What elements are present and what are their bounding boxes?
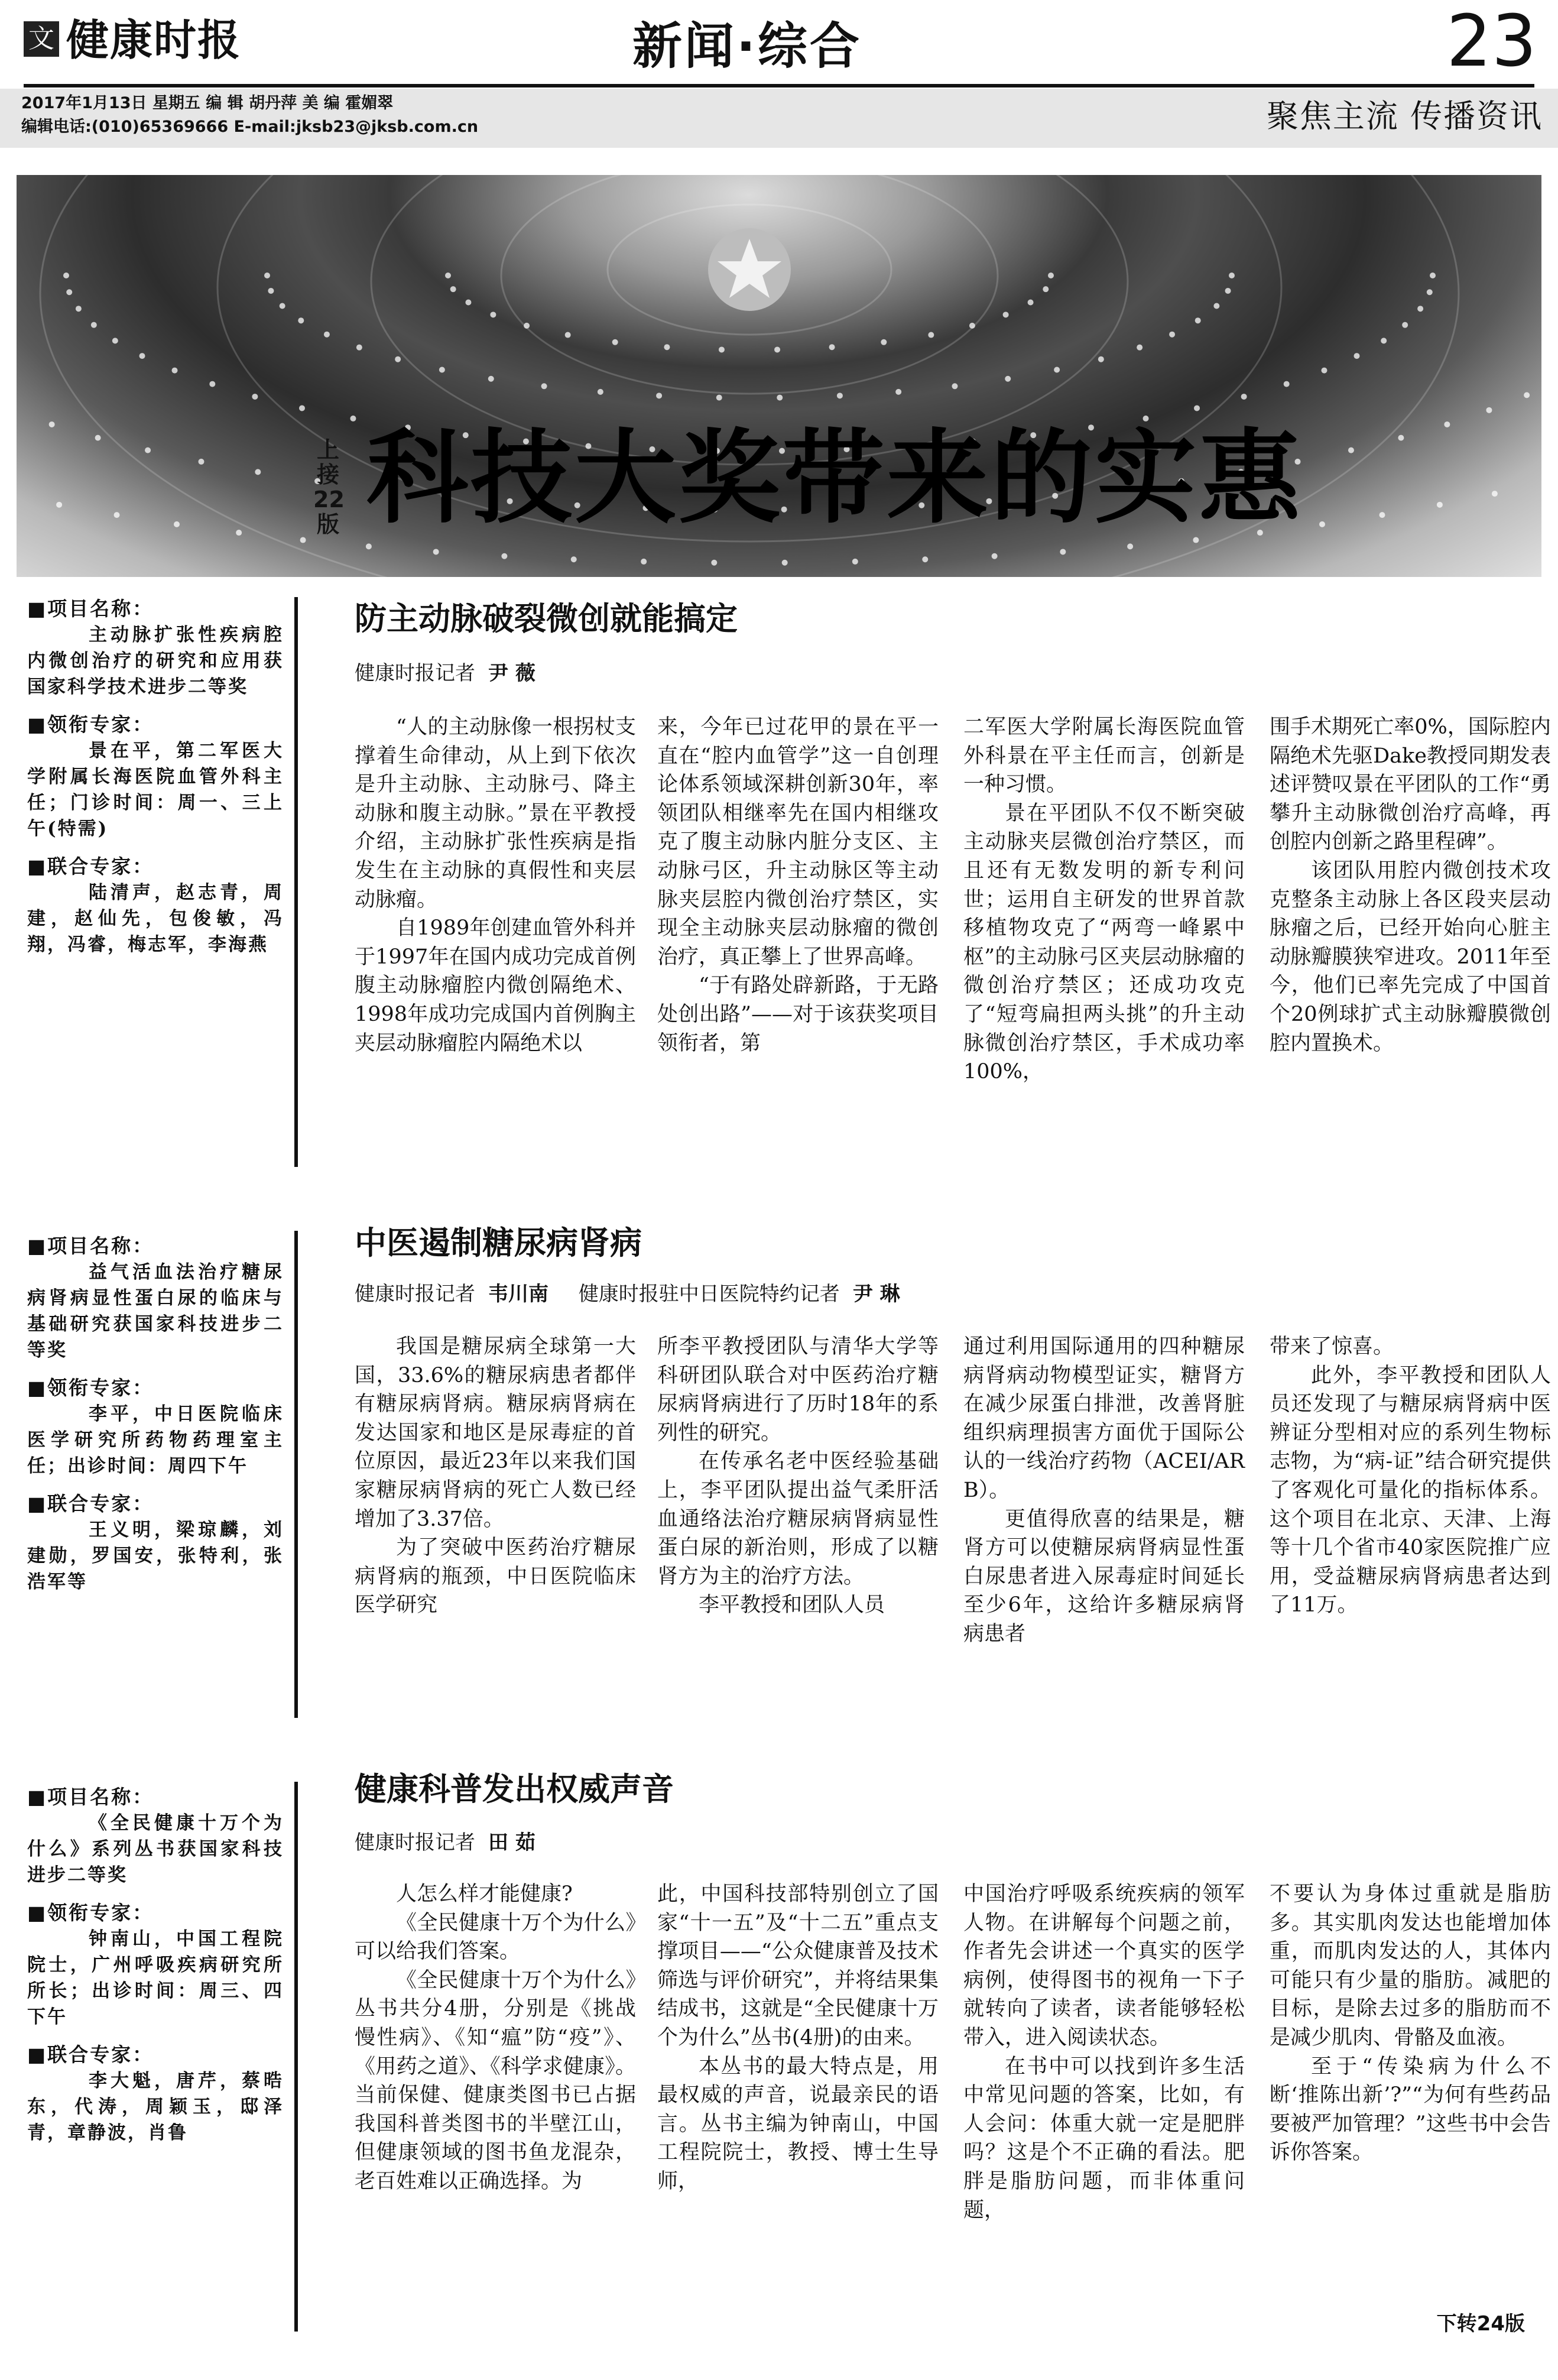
paragraph: 此，中国科技部特别创立了国家“十一五”及“十二五”重点支撑项目——“公众健康普及技术筛选与评价研究”，并将结果集结成书，这就是“全民健康十万个为什么”丛书(4册)的由来。 bbox=[657, 1882, 939, 2050]
sidebar-heading: ■联合专家： bbox=[27, 2043, 154, 2066]
sidebar-project-info bbox=[27, 596, 284, 958]
ceiling-light-dot bbox=[1127, 543, 1133, 549]
paragraph: 景在平团队不仅不断突破主动脉夹层微创治疗禁区，而且还有无数发明的新专利问世；运用自主研发的世界首款移植物攻克了“两弯一峰累中枢”的主动脉弓区夹层动脉瘤的微创治疗禁区；还成功攻克了“短弯扁担两头挑”的升主动脉微创治疗禁区，手术成功率100%， bbox=[963, 801, 1245, 1084]
ceiling-light-dot bbox=[1048, 273, 1054, 278]
ceiling-light-dot bbox=[1225, 288, 1231, 294]
sidebar-heading: ■项目名称： bbox=[27, 597, 154, 620]
ceiling-light-dot bbox=[541, 383, 547, 389]
issue-date-editors: 2017年1月13日 星期五 编 辑 胡丹萍 美 编 霍媚翠 bbox=[21, 94, 394, 112]
ceiling-light-dot bbox=[782, 560, 788, 566]
paragraph: “人的主动脉像一根拐杖支撑着生命律动，从上到下依次是升主动脉、主动脉弓、降主动脉和腹主动脉。”景在平教授介绍，主动脉扩张性疾病是指发生在主动脉的真假性和夹层动脉瘤。 bbox=[355, 715, 636, 912]
ceiling-light-dot bbox=[1444, 421, 1450, 427]
article-column bbox=[963, 1880, 1245, 2225]
sidebar-heading: ■项目名称： bbox=[27, 1234, 154, 1257]
article-column bbox=[657, 713, 939, 1058]
ceiling-light-dot bbox=[1003, 312, 1009, 317]
ceiling-light-dot bbox=[777, 395, 783, 401]
ceiling-light-dot bbox=[299, 405, 305, 411]
ceiling-light-dot bbox=[252, 394, 258, 400]
ceiling-light-dot bbox=[1284, 381, 1290, 387]
ceiling-light-dot bbox=[433, 549, 439, 555]
ceiling-light-dot bbox=[829, 344, 835, 350]
ceiling-light-dot bbox=[952, 383, 957, 389]
byline bbox=[355, 660, 535, 687]
ceiling-light-dot bbox=[1137, 345, 1142, 351]
slogan: 聚焦主流 传播资讯 bbox=[1266, 98, 1543, 135]
sidebar-rule bbox=[294, 597, 298, 1167]
hero-headline: 科技大奖带来的实惠 bbox=[366, 417, 1303, 537]
ceiling-light-dot bbox=[1241, 394, 1247, 400]
paragraph: 我国是糖尿病全球第一大国，33.6%的糖尿病患者都伴有糖尿病肾病。糖尿病肾病在发达国家和地区是尿毒症的首位原因，最近23年以来我们国家糖尿病肾病的死亡人数已经增加了3.37倍。 bbox=[355, 1335, 636, 1531]
sidebar-rule bbox=[294, 1231, 298, 1718]
ceiling-light-dot bbox=[1054, 367, 1060, 372]
article-column bbox=[355, 1880, 636, 2196]
paragraph: 至于“传染病为什么不断‘推陈出新’?”“为何有些药品要被严加管理？”这些书中会告诉你答案。 bbox=[1270, 2054, 1551, 2165]
paragraph: 围手术期死亡率0%，国际腔内隔绝术先驱Dake教授同期发表述评赞叹景在平团队的工作“勇攀升主动脉微创治疗高峰，再创腔内创新之路里程碑”。 bbox=[1270, 715, 1551, 854]
ceiling-light-dot bbox=[356, 345, 362, 351]
masthead-rule bbox=[24, 84, 1534, 87]
article-column bbox=[1270, 713, 1551, 1058]
sidebar-heading: ■联合专家： bbox=[27, 855, 154, 878]
ceiling-light-dot bbox=[350, 416, 356, 421]
paragraph: 人怎么样才能健康? bbox=[396, 1882, 573, 1906]
ceiling-light-dot bbox=[172, 368, 178, 374]
paragraph: 该团队用腔内微创技术攻克整条主动脉上各区段夹层动脉瘤之后，已经开始向心脏主动脉瓣膜狭窄进攻。2011年至今，他们已率先完成了中国首个20例球扩式主动脉瓣膜微创腔内置换术。 bbox=[1270, 858, 1551, 1055]
sidebar-heading: ■领衔专家： bbox=[27, 1901, 154, 1924]
paragraph: 在传承名老中医经验基础上，李平团队提出益气柔肝活血通络法治疗糖尿病肾病显性蛋白尿的新治则，形成了以糖肾方为主的治疗方法。 bbox=[657, 1450, 939, 1588]
byline-label: 健康时报记者 bbox=[355, 1831, 475, 1854]
ceiling-light-dot bbox=[895, 389, 901, 395]
ceiling-light-dot bbox=[1169, 332, 1175, 338]
paragraph: 李平教授和团队人员 bbox=[699, 1593, 885, 1617]
ceiling-light-dot bbox=[324, 332, 330, 338]
paragraph: 《全民健康十万个为什么》可以给我们答案。 bbox=[355, 1911, 636, 1964]
ceiling-light-dot bbox=[1486, 407, 1492, 413]
ceiling-light-dot bbox=[255, 469, 261, 475]
ceiling-light-dot bbox=[112, 338, 118, 343]
ceiling-light-dot bbox=[1213, 303, 1219, 309]
ceiling-light-dot bbox=[236, 530, 242, 536]
ceiling-light-dot bbox=[1005, 376, 1011, 382]
ceiling-light-dot bbox=[881, 339, 887, 345]
paragraph: 为了突破中医药治疗糖尿病肾病的瓶颈，中日医院临床医学研究 bbox=[355, 1536, 636, 1617]
paragraph: 本丛书的最大特点是，用最权威的声音，说最亲民的语言。丛书主编为钟南山，中国工程院院士，教授、博士生导师， bbox=[657, 2054, 939, 2193]
ceiling-light-dot bbox=[490, 312, 496, 317]
ceiling-light-dot bbox=[1430, 273, 1436, 278]
ceiling-light-dot bbox=[524, 323, 530, 329]
byline-label: 健康时报记者 bbox=[355, 1282, 475, 1306]
article-column bbox=[355, 1332, 636, 1620]
ceiling-light-dot bbox=[298, 317, 304, 323]
sidebar-text: 李平，中日医院临床医学研究所药物药理室主任；出诊时间：周四下午 bbox=[27, 1403, 284, 1477]
ceiling-light-dot bbox=[366, 543, 372, 549]
ceiling-light-dot bbox=[1321, 368, 1327, 374]
star-emblem-icon bbox=[708, 228, 791, 311]
article-column bbox=[355, 713, 636, 1058]
ceiling-light-dot bbox=[1348, 448, 1354, 453]
ceiling-light-dot bbox=[928, 332, 934, 338]
sidebar-text: 李大魁，唐芹，蔡晧东，代涛，周颖玉，邸泽青，章静波，肖鲁 bbox=[27, 2070, 284, 2144]
ceiling-light-dot bbox=[268, 288, 274, 294]
ceiling-light-dot bbox=[1353, 353, 1359, 359]
paragraph: 更值得欣喜的结果是，糖肾方可以使糖尿病肾病显性蛋白尿患者进入尿毒症时间延长至少6年，这给许多糖尿病肾病患者 bbox=[963, 1507, 1245, 1646]
byline bbox=[355, 1280, 900, 1308]
ceiling-light-dot bbox=[174, 521, 180, 527]
ceiling-light-dot bbox=[598, 389, 603, 395]
ceiling-light-dot bbox=[1229, 273, 1235, 278]
ceiling-light-dot bbox=[1492, 491, 1498, 497]
sidebar-heading: ■联合专家： bbox=[27, 1492, 154, 1515]
ceiling-light-dot bbox=[1402, 322, 1408, 328]
article-column bbox=[657, 1880, 939, 2196]
ceiling-light-dot bbox=[969, 323, 975, 329]
sidebar-text: 主动脉扩张性疾病腔内微创治疗的研究和应用获国家科学技术进步二等奖 bbox=[27, 624, 284, 698]
ceiling-light-dot bbox=[571, 556, 577, 562]
ceiling-light-dot bbox=[209, 381, 215, 387]
sidebar-project-info bbox=[27, 1233, 284, 1595]
article-column bbox=[1270, 1880, 1551, 2167]
article-title: 中医遏制糖尿病肾病 bbox=[355, 1224, 642, 1262]
ceiling-light-dot bbox=[852, 559, 858, 565]
paragraph: 在书中可以找到许多生活中常见问题的答案，比如，有人会问：体重大就一定是肥胖吗？这是个不正确的看法。肥胖是脂肪问题，而非体重问题， bbox=[963, 2054, 1245, 2222]
ceiling-light-dot bbox=[716, 395, 722, 401]
sidebar-text: 陆清声，赵志青，周建，赵仙先，包俊敏，冯翔，冯睿，梅志军，李海燕 bbox=[27, 882, 284, 955]
ceiling-light-dot bbox=[1098, 356, 1104, 362]
ceiling-light-dot bbox=[656, 393, 662, 398]
ceiling-light-dot bbox=[145, 448, 151, 453]
article-column bbox=[963, 1332, 1245, 1649]
sidebar-rule bbox=[294, 1782, 298, 2332]
sidebar-heading: ■领衔专家： bbox=[27, 1376, 154, 1399]
sidebar-project-info bbox=[27, 1784, 284, 2146]
article-title: 防主动脉破裂微创就能搞定 bbox=[355, 600, 738, 637]
ceiling-light-dot bbox=[395, 356, 401, 362]
jump-note: 上接22版 bbox=[313, 437, 345, 537]
paragraph: 通过利用国际通用的四种糖尿病肾病动物模型证实，糖肾方在减少尿蛋白排泄，改善肾脏组织病理损害方面优于国际公认的一线治疗药物（ACEI/ARB）。 bbox=[963, 1335, 1245, 1502]
ceiling-light-dot bbox=[664, 344, 670, 350]
article-column bbox=[963, 713, 1245, 1087]
ceiling-light-dot bbox=[1060, 549, 1066, 555]
ceiling-light-dot bbox=[63, 273, 69, 278]
byline-extra-name: 尹 琳 bbox=[852, 1282, 900, 1306]
ceiling-light-dot bbox=[719, 346, 725, 352]
ceiling-light-dot bbox=[1417, 306, 1423, 312]
paragraph: 二军医大学附属长海医院血管外科景在平主任而言，创新是一种习惯。 bbox=[963, 715, 1245, 797]
ceiling-light-dot bbox=[641, 559, 647, 565]
sidebar-text: 景在平，第二军医大学附属长海医院血管外科主任；门诊时间：周一、三上午(特需) bbox=[27, 740, 284, 839]
editor-contact: 编辑电话:(010)65369666 E-mail:jksb23@jksb.com.cn bbox=[21, 118, 479, 136]
logo-mark: 文 bbox=[24, 21, 59, 57]
byline-name: 尹 薇 bbox=[488, 662, 535, 685]
ceiling-light-dot bbox=[114, 512, 120, 518]
ceiling-light-dot bbox=[1381, 338, 1387, 343]
ceiling-light-dot bbox=[445, 273, 451, 278]
continuation-note: 下转24版 bbox=[1436, 2312, 1525, 2336]
sidebar-text: 益气活血法治疗糖尿病肾病显性蛋白尿的临床与基础研究获国家科技进步二等奖 bbox=[27, 1262, 284, 1361]
ceiling-light-dot bbox=[1524, 392, 1530, 398]
article-column bbox=[657, 1332, 939, 1620]
ceiling-light-dot bbox=[922, 556, 928, 562]
ceiling-light-dot bbox=[992, 553, 998, 559]
ceiling-light-dot bbox=[264, 273, 270, 278]
paragraph: 所李平教授团队与清华大学等科研团队联合对中医药治疗糖尿病肾病进行了历时18年的系列性的研究。 bbox=[657, 1335, 939, 1445]
ceiling-light-dot bbox=[1043, 286, 1049, 292]
byline-label: 健康时报记者 bbox=[355, 662, 475, 685]
sidebar-heading: ■领衔专家： bbox=[27, 713, 154, 736]
byline-name: 田 茹 bbox=[488, 1831, 535, 1854]
ceiling-light-dot bbox=[280, 303, 285, 309]
ceiling-light-dot bbox=[1319, 521, 1325, 527]
ceiling-light-dot bbox=[49, 421, 55, 427]
ceiling-light-dot bbox=[465, 300, 471, 306]
ceiling-light-dot bbox=[1437, 502, 1443, 508]
ceiling-light-dot bbox=[56, 502, 62, 508]
ceiling-light-dot bbox=[1028, 300, 1034, 306]
ceiling-light-dot bbox=[1379, 512, 1385, 518]
sidebar-text: 王义明，梁琼麟，刘建勋，罗国安，张特利，张浩军等 bbox=[27, 1519, 284, 1593]
ceiling-light-dot bbox=[488, 376, 494, 382]
ceiling-light-dot bbox=[300, 537, 306, 543]
ceiling-light-dot bbox=[1194, 405, 1200, 411]
paragraph: 此外，李平教授和团队人员还发现了与糖尿病肾病中医辨证分型相对应的系列生物标志物，为“病-证”结合研究提供了客观化可量化的指标体系。这个项目在北京、天津、上海等十几个省市40家医院推广应用，受益糖尿病肾病患者达到了11万。 bbox=[1270, 1363, 1551, 1617]
paragraph: “于有路处辟新路，于无路处创出路”——对于该获奖项目领衔者，第 bbox=[657, 974, 939, 1055]
byline-extra-label: 健康时报驻中日医院特约记者 bbox=[578, 1282, 840, 1306]
sidebar-heading: ■项目名称： bbox=[27, 1785, 154, 1808]
article-title: 健康科普发出权威声音 bbox=[355, 1771, 674, 1808]
ceiling-light-dot bbox=[95, 435, 101, 441]
ceiling-light-dot bbox=[1398, 435, 1404, 441]
ceiling-light-dot bbox=[139, 353, 145, 359]
ceiling-light-dot bbox=[565, 332, 571, 338]
byline-name: 韦川南 bbox=[488, 1282, 548, 1306]
paragraph: 中国治疗呼吸系统疾病的领军人物。在讲解每个问题之前，作者先会讲述一个真实的医学病例，使得图书的视角一下子就转向了读者，读者能够轻松带入，进入阅读状态。 bbox=[963, 1882, 1245, 2050]
ceiling-light-dot bbox=[1427, 289, 1433, 295]
ceiling-light-dot bbox=[837, 393, 843, 398]
ceiling-light-dot bbox=[501, 553, 507, 559]
paragraph: 不要认为身体过重就是脂肪多。其实肌肉发达也能增加体重，而肌肉发达的人，其体内可能只有少量的脂肪。减肥的目标，是除去过多的脂肪而不是减少肌肉、骨骼及血液。 bbox=[1270, 1882, 1551, 2050]
ceiling-light-dot bbox=[1193, 537, 1199, 543]
ceiling-light-dot bbox=[66, 289, 72, 295]
paragraph: 带来了惊喜。 bbox=[1270, 1335, 1394, 1358]
section-title: 新闻·综合 bbox=[632, 17, 862, 75]
ceiling-light-dot bbox=[1195, 317, 1201, 323]
sidebar-text: 钟南山，中国工程院院士，广州呼吸疾病研究所所长；出诊时间：周三、四下午 bbox=[27, 1928, 284, 2028]
byline bbox=[355, 1829, 535, 1856]
ceiling-light-dot bbox=[91, 322, 97, 328]
ceiling-light-dot bbox=[774, 346, 780, 352]
ceiling-light-dot bbox=[76, 306, 82, 312]
ceiling-light-dot bbox=[711, 560, 717, 566]
newspaper-logo: 健康时报 bbox=[66, 15, 242, 65]
ceiling-light-dot bbox=[439, 367, 445, 372]
paragraph: 《全民健康十万个为什么》丛书共分4册，分别是《挑战慢性病》、《知“瘟”防“疫”》、《用药之道》、《科学求健康》。当前保健、健康类图书已占据我国科普类图书的半壁江山，但健康领域的图书鱼龙混杂，老百姓难以正确选择。为 bbox=[355, 1968, 636, 2193]
ceiling-light-dot bbox=[450, 286, 456, 292]
ceiling-light-dot bbox=[612, 339, 618, 345]
page-number: 23 bbox=[1446, 1, 1537, 83]
article-column bbox=[1270, 1332, 1551, 1620]
ceiling-light-dot bbox=[198, 459, 204, 465]
sidebar-text: 《全民健康十万个为什么》系列丛书获国家科技进步二等奖 bbox=[27, 1812, 284, 1886]
paragraph: 自1989年创建血管外科并于1997年在国内成功完成首例腹主动脉瘤腔内微创隔绝术、1998年成功完成国内首例胸主夹层动脉瘤腔内隔绝术以 bbox=[355, 916, 636, 1055]
paragraph: 来，今年已过花甲的景在平一直在“腔内血管学”这一自创理论体系领域深耕创新30年，率领团队相继率先在国内相继攻克了腹主动脉内脏分支区、主动脉弓区，升主动脉区等主动脉夹层腔内微创治疗禁区，实现全主动脉夹层动脉瘤的微创治疗，真正攀上了世界高峰。 bbox=[657, 715, 939, 969]
